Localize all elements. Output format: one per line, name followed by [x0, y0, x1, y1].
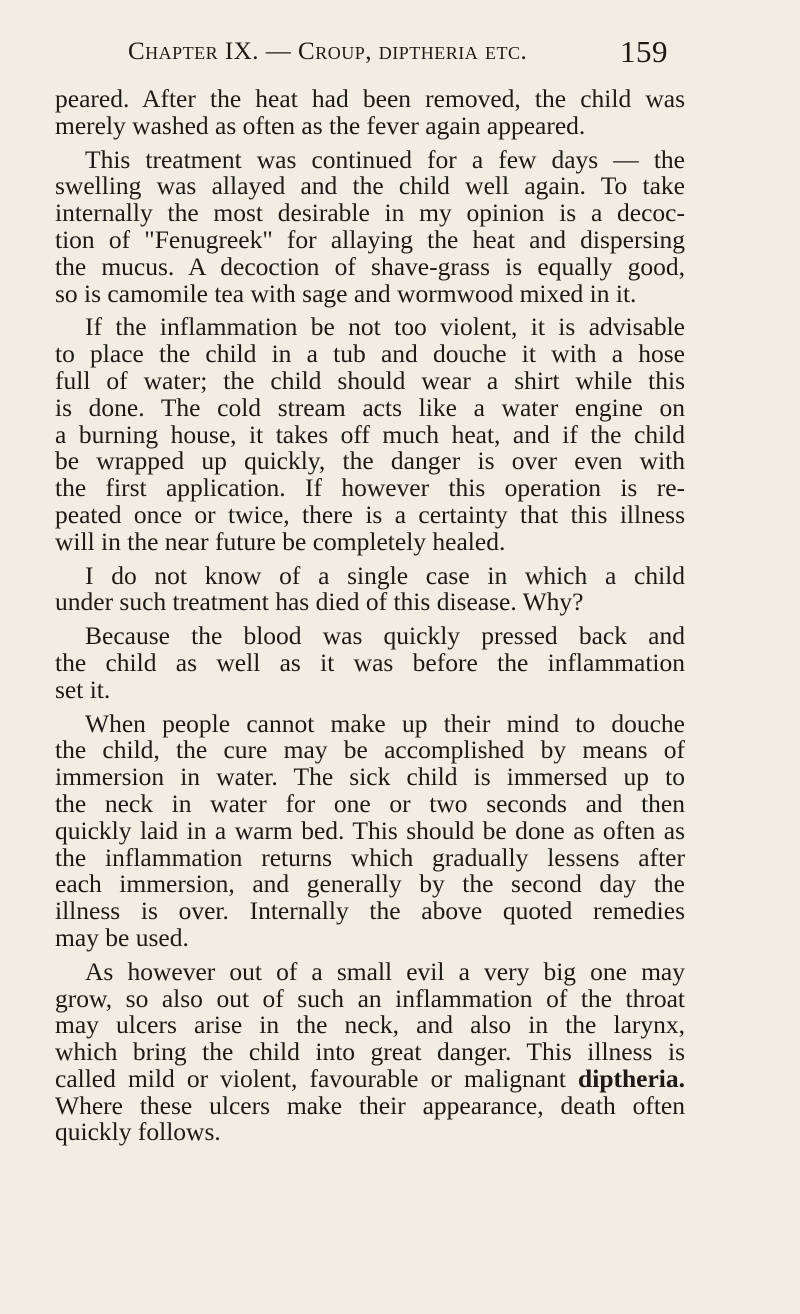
text-line: will in the near future be completely healed.	[55, 526, 506, 556]
running-head	[128, 34, 668, 78]
paragraph	[55, 708, 685, 952]
text-line: the inflammation returns which gradually lessens after	[55, 842, 685, 872]
text-line: This treatment was continued for a few days — the	[85, 144, 685, 174]
paragraph	[55, 86, 685, 140]
text-line: is done. The cold stream acts like a water engine on	[55, 392, 685, 422]
text-line: When people cannot make up their mind to douche	[85, 708, 685, 738]
text-line: tion of "Fenugreek" for allaying the heat and dispersing	[55, 224, 685, 254]
text-line: full of water; the child should wear a shirt while this	[55, 365, 685, 395]
paragraph	[55, 314, 685, 555]
text-line: internally the most desirable in my opinion is a decoc-	[55, 198, 685, 228]
text-line: to place the child in a tub and douche it with a hose	[55, 339, 685, 369]
text-line: the mucus. A decoction of shave-grass is equally good,	[55, 251, 685, 281]
text-line: illness is over. Internally the above quoted remedies	[55, 896, 685, 926]
text-line: the child as well as it was before the inflammation	[55, 647, 685, 677]
text-line: the neck in water for one or two seconds and then	[55, 788, 685, 818]
text-line: If the inflammation be not too violent, it is advisable	[85, 312, 685, 342]
text-line: a burning house, it takes off much heat, and if the child	[55, 419, 685, 449]
text-line: may ulcers arise in the neck, and also in the larynx,	[55, 1010, 685, 1040]
text-line: As however out of a small evil a very big one may	[85, 956, 685, 986]
body-text	[55, 86, 685, 1146]
text-line: I do not know of a single case in which a child	[85, 560, 685, 590]
chapter-title: Chapter IX. — Croup, diptheria etc.	[128, 38, 528, 65]
text-line: merely washed as often as the fever again appeared.	[55, 110, 586, 140]
text-line: the child, the cure may be accomplished by means of	[55, 735, 685, 765]
text-line-start: called mild or violent, favourable or malignant	[55, 1063, 566, 1093]
text-line: quickly laid in a warm bed. This should be done as often as	[55, 815, 685, 845]
paragraph	[55, 144, 685, 308]
paragraph	[55, 560, 685, 617]
text-line: may be used.	[55, 922, 189, 952]
text-line: which bring the child into great danger. This illness is	[55, 1037, 685, 1067]
text-line	[55, 1063, 686, 1093]
text-line: the first application. If however this operation is re-	[55, 473, 685, 503]
emphasized-term: diptheria.	[578, 1063, 686, 1093]
text-line: so is camomile tea with sage and wormwood mixed in it.	[55, 278, 637, 308]
text-line: quickly follows.	[55, 1117, 221, 1147]
text-line: under such treatment has died of this disease. Why?	[55, 587, 584, 617]
text-line: set it.	[55, 674, 111, 704]
text-line: peated once or twice, there is a certainty that this illness	[55, 499, 685, 529]
text-line: peared. After the heat had been removed, the child was	[55, 84, 685, 113]
text-line: grow, so also out of such an inflammation of the throat	[55, 983, 685, 1013]
text-line: Where these ulcers make their appearance, death often	[55, 1090, 685, 1120]
paragraph	[55, 623, 685, 703]
page-number: 159	[620, 34, 668, 69]
text-line: Because the blood was quickly pressed back and	[85, 621, 685, 651]
text-line: each immersion, and generally by the second day the	[55, 869, 685, 899]
text-line: immersion in water. The sick child is immersed up to	[55, 762, 685, 792]
text-line: swelling was allayed and the child well again. To take	[55, 171, 685, 201]
paragraph	[55, 956, 686, 1147]
text-line: be wrapped up quickly, the danger is over even with	[55, 446, 685, 476]
